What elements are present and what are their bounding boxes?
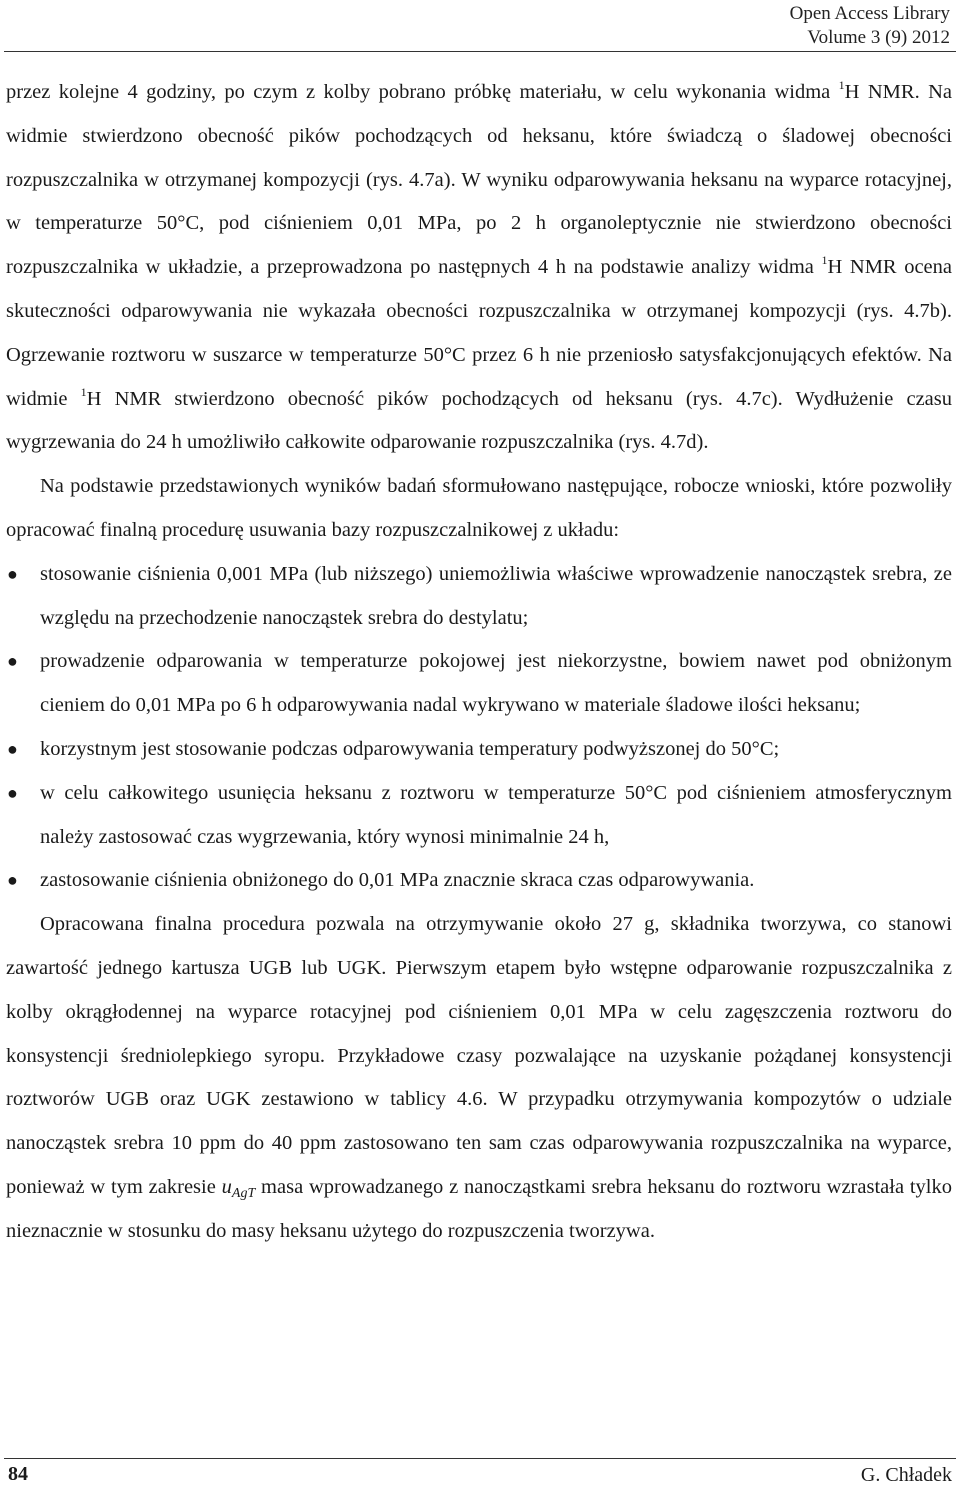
list-item-text: w celu całkowitego usunięcia heksanu z roztworu w temperaturze 50°C pod ciśnieniem atmosferycznym należy zastosować czas wygrzewania, który wynosi minimalnie 24 h, <box>40 781 952 848</box>
paragraph-1-text-b: H NMR. Na widmie stwierdzono obecność pików pochodzących od heksanu, które świadczą o śladowej obecności rozpuszczalnika w otrzymanej kompozycji (rys. 4.7a). W wyniku odparowywania heksanu na wyparce rotacyjnej, w temperaturze 50°C, pod ciśnieniem 0,01 MPa, po 2 h organoleptycznie nie stwierdzono obecności rozpuszczalnika w układzie, a przeprowadzona po następnych 4 h na podstawie analizy widma <box>6 81 952 279</box>
conclusions-list <box>6 553 952 903</box>
page-number: 84 <box>8 1463 28 1485</box>
subscript-agt: AgT <box>231 1185 256 1201</box>
paragraph-2: Na podstawie przedstawionych wyników badań sformułowano następujące, robocze wnioski, które pozwoliły opracować finalną procedurę usuwania bazy rozpuszczalnikowej z układu: <box>6 475 952 541</box>
list-item <box>6 728 952 772</box>
paragraph-3 <box>6 903 952 1253</box>
list-item-text: prowadzenie odparowania w temperaturze pokojowej jest niekorzystne, bowiem nawet pod obniżonym cieniem do 0,01 MPa po 6 h odparowywania nadal wykrywano w materiale śladowe ilości heksanu; <box>40 650 952 717</box>
paragraph-1 <box>6 71 952 465</box>
journal-volume: Volume 3 (9) 2012 <box>807 27 950 48</box>
superscript-1: 1 <box>838 78 845 92</box>
paragraph-3-text-a: Opracowana finalna procedura pozwala na otrzymywanie około 27 g, składnika tworzywa, co stanowi zawartość jednego kartusza UGB lub UGK. Pierwszym etapem było wstępne odparowanie rozpuszczalnika z kolby okrągłodennej na wyparce rotacyjnej pod ciśnieniem 0,01 MPa w celu zagęszczenia roztworu do konsystencji średniolepkiego syropu. Przykładowe czasy pozwalające na uzyskanie pożądanej konsystencji roztworów UGB oraz UGK zestawiono w tablicy 4.6. W przypadku otrzymywania kompozytów o udziale nanocząstek srebra 10 ppm do 40 ppm zastosowano ten sam czas odparowywania rozpuszczalnika na wyparce, ponieważ w tym zakresie <box>6 913 952 1198</box>
list-item <box>6 640 952 728</box>
symbol-u: u <box>221 1175 232 1198</box>
page-header <box>790 2 950 50</box>
list-item-text: stosowanie ciśnienia 0,001 MPa (lub niższego) uniemożliwia właściwe wprowadzenie nanocząstek srebra, ze względu na przechodzenie nanocząstek srebra do destylatu; <box>40 562 952 629</box>
paragraph-1-text-a: przez kolejne 4 godziny, po czym z kolby pobrano próbkę materiału, w celu wykonania widma <box>6 81 839 103</box>
paragraph-1-text-d: H NMR stwierdzono obecność pików pochodzących od heksanu (rys. 4.7c). Wydłużenie czasu wygrzewania do 24 h umożliwiło całkowite odparowanie rozpuszczalnika (rys. 4.7d). <box>6 387 952 454</box>
footer-divider <box>4 1458 956 1459</box>
journal-name: Open Access Library <box>789 3 950 24</box>
superscript-1: 1 <box>821 253 828 268</box>
bullet-icon: ● <box>7 651 18 672</box>
paragraph-3-text-b: masa wprowadzanego z nanocząstkami srebra heksanu do roztworu wzrastała tylko nieznacznie w stosunku do masy heksanu użytego do rozpuszczenia tworzywa. <box>6 1175 953 1242</box>
bullet-icon: ● <box>7 738 18 759</box>
list-item <box>6 772 952 860</box>
bullet-icon: ● <box>7 782 18 803</box>
paragraph-1-text-c: H NMR ocena skuteczności odparowywania nie wykazała obecności rozpuszczalnika w otrzymanej kompozycji (rys. 4.7b). Ogrzewanie roztworu w suszarce w temperaturze 50°C przez 6 h nie przeniosło satysfakcjonujących efektów. Na widmie <box>6 256 952 410</box>
bullet-icon: ● <box>7 563 18 584</box>
article-body <box>6 71 952 1254</box>
header-divider <box>4 51 956 52</box>
bullet-icon: ● <box>7 870 18 891</box>
list-item <box>6 553 952 641</box>
list-item-text: zastosowanie ciśnienia obniżonego do 0,01 MPa znacznie skraca czas odparowywania. <box>40 869 755 892</box>
author-name: G. Chładek <box>860 1464 952 1486</box>
list-item <box>6 859 952 903</box>
superscript-1: 1 <box>80 384 87 399</box>
list-item-text: korzystnym jest stosowanie podczas odparowywania temperatury podwyższonej do 50°C; <box>40 737 780 760</box>
